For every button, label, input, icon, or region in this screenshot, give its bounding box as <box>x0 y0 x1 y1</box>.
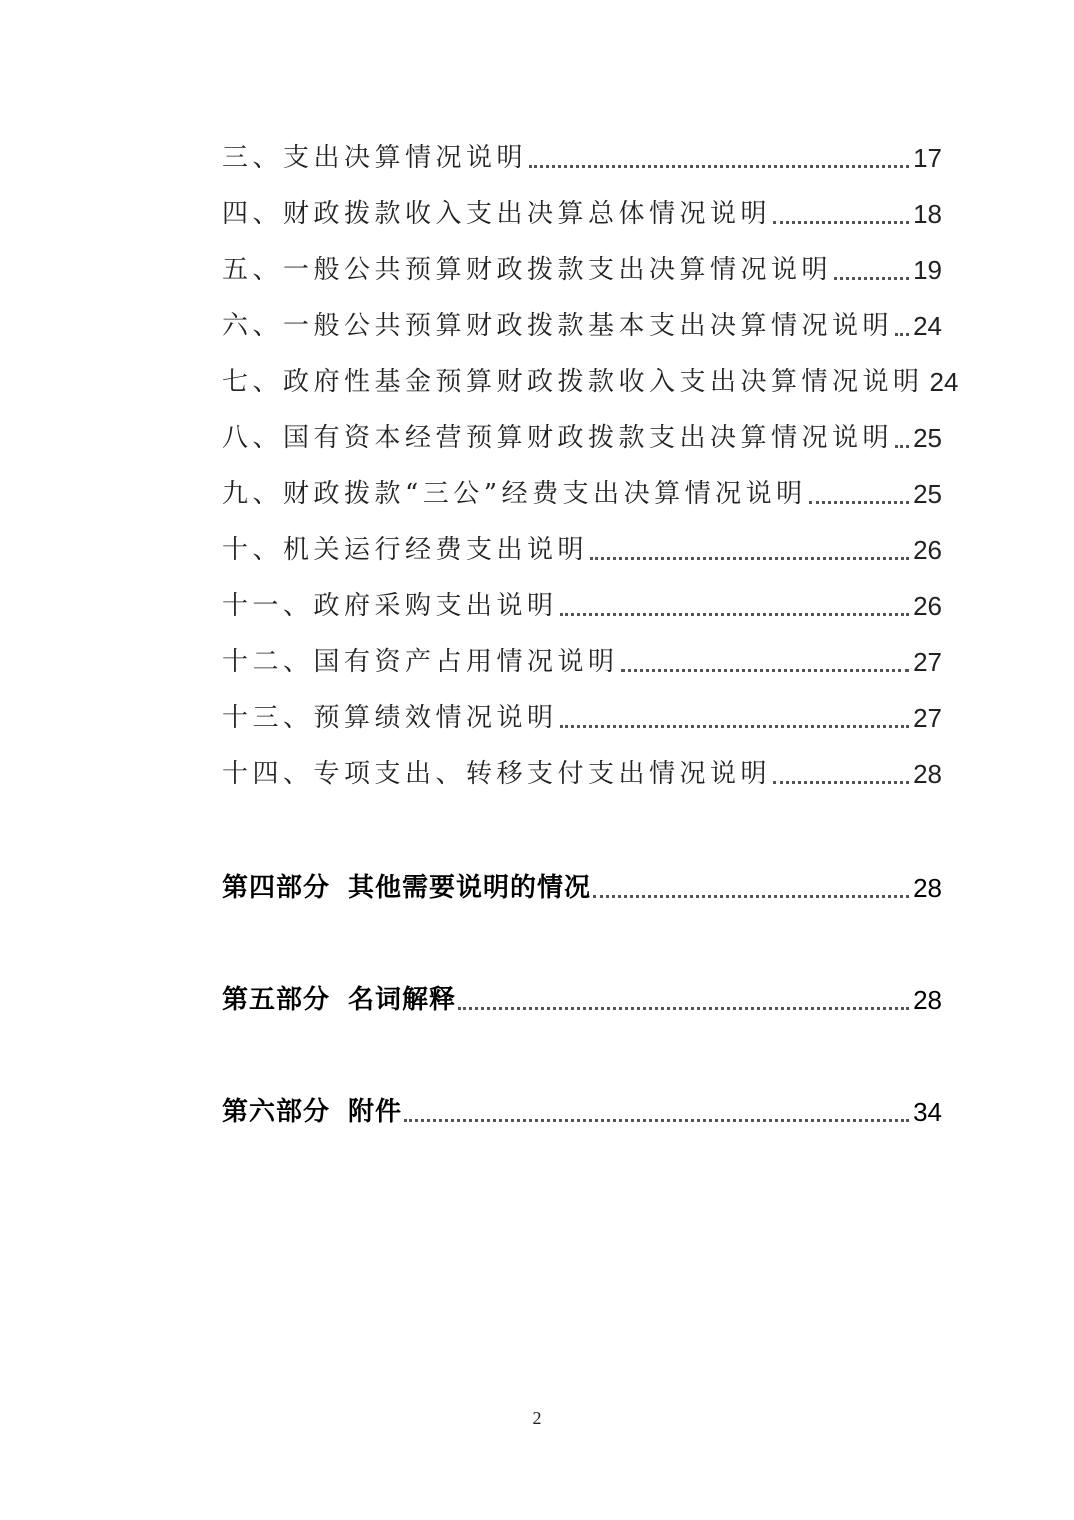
toc-entry-title: 四、财政拨款收入支出决算总体情况说明 <box>222 199 772 229</box>
dot-leader <box>458 980 909 1020</box>
toc-entry-title: 十四、专项支出、转移支付支出情况说明 <box>222 759 772 789</box>
dot-leader <box>621 642 910 682</box>
toc-entry-page: 19 <box>913 255 942 285</box>
toc-entry[interactable] <box>222 698 942 738</box>
toc-part-title: 其他需要说明的情况 <box>348 873 592 903</box>
toc-entry-title: 五、一般公共预算财政拨款支出决算情况说明 <box>222 255 833 285</box>
toc-entry[interactable] <box>222 250 942 290</box>
toc-entry-page: 28 <box>913 759 942 789</box>
toc-entry-page: 26 <box>913 591 942 621</box>
dot-leader <box>560 586 910 626</box>
dot-leader <box>809 474 909 514</box>
toc-entry-title: 九、财政拨款“三公”经费支出决算情况说明 <box>222 479 807 509</box>
toc-entry-title: 三、支出决算情况说明 <box>222 143 528 173</box>
toc-entry-page: 24 <box>913 311 942 341</box>
page-footer-number: 2 <box>532 1408 542 1428</box>
dot-leader <box>834 250 909 290</box>
dot-leader <box>560 698 910 738</box>
dot-leader <box>895 306 909 346</box>
toc-entry-title: 十、机关运行经费支出说明 <box>222 535 589 565</box>
toc-entry-page: 25 <box>913 423 942 453</box>
dot-leader <box>773 194 909 234</box>
toc-entry-title: 六、一般公共预算财政拨款基本支出决算情况说明 <box>222 311 894 341</box>
toc-part-title: 附件 <box>348 1097 403 1127</box>
toc-part-page: 28 <box>913 873 942 903</box>
toc-entry-page: 27 <box>913 703 942 733</box>
toc-entry-page: 25 <box>913 479 942 509</box>
toc-entry[interactable] <box>222 530 942 570</box>
toc-part-entry[interactable] <box>222 868 942 908</box>
dot-leader <box>593 868 909 908</box>
toc-entry-title: 七、政府性基金预算财政拨款收入支出决算情况说明 <box>222 367 924 397</box>
toc-entry[interactable] <box>222 474 942 514</box>
toc-entry-title: 十二、国有资产占用情况说明 <box>222 647 619 677</box>
toc-part-label: 第六部分 <box>222 1097 331 1127</box>
toc-entry-title: 十三、预算绩效情况说明 <box>222 703 558 733</box>
toc-part-entry[interactable] <box>222 980 942 1020</box>
toc-entry-page: 27 <box>913 647 942 677</box>
dot-leader <box>773 754 909 794</box>
toc-part-page: 28 <box>913 985 942 1015</box>
toc-entry-page: 18 <box>913 199 942 229</box>
toc-entry[interactable] <box>222 754 942 794</box>
toc-entry-page: 24 <box>929 367 959 397</box>
toc-entry-title: 十一、政府采购支出说明 <box>222 591 558 621</box>
toc-entry[interactable] <box>222 642 942 682</box>
dot-leader <box>404 1092 909 1132</box>
toc-entry[interactable] <box>222 306 942 346</box>
toc-entry[interactable] <box>222 138 942 178</box>
toc-entry-page: 26 <box>913 535 942 565</box>
dot-leader <box>895 418 909 458</box>
toc-part-page: 34 <box>913 1097 942 1127</box>
dot-leader <box>529 138 909 178</box>
toc-entry[interactable] <box>222 362 959 402</box>
toc-part-entry[interactable] <box>222 1092 942 1132</box>
toc-entry[interactable] <box>222 586 942 626</box>
toc-entry[interactable] <box>222 418 942 458</box>
toc-entry-title: 八、国有资本经营预算财政拨款支出决算情况说明 <box>222 423 894 453</box>
toc-part-label: 第四部分 <box>222 873 331 903</box>
toc-part-title: 名词解释 <box>348 985 457 1015</box>
toc-entry[interactable] <box>222 194 942 234</box>
toc-part-label: 第五部分 <box>222 985 331 1015</box>
toc-entry-page: 17 <box>913 143 942 173</box>
dot-leader <box>590 530 909 570</box>
